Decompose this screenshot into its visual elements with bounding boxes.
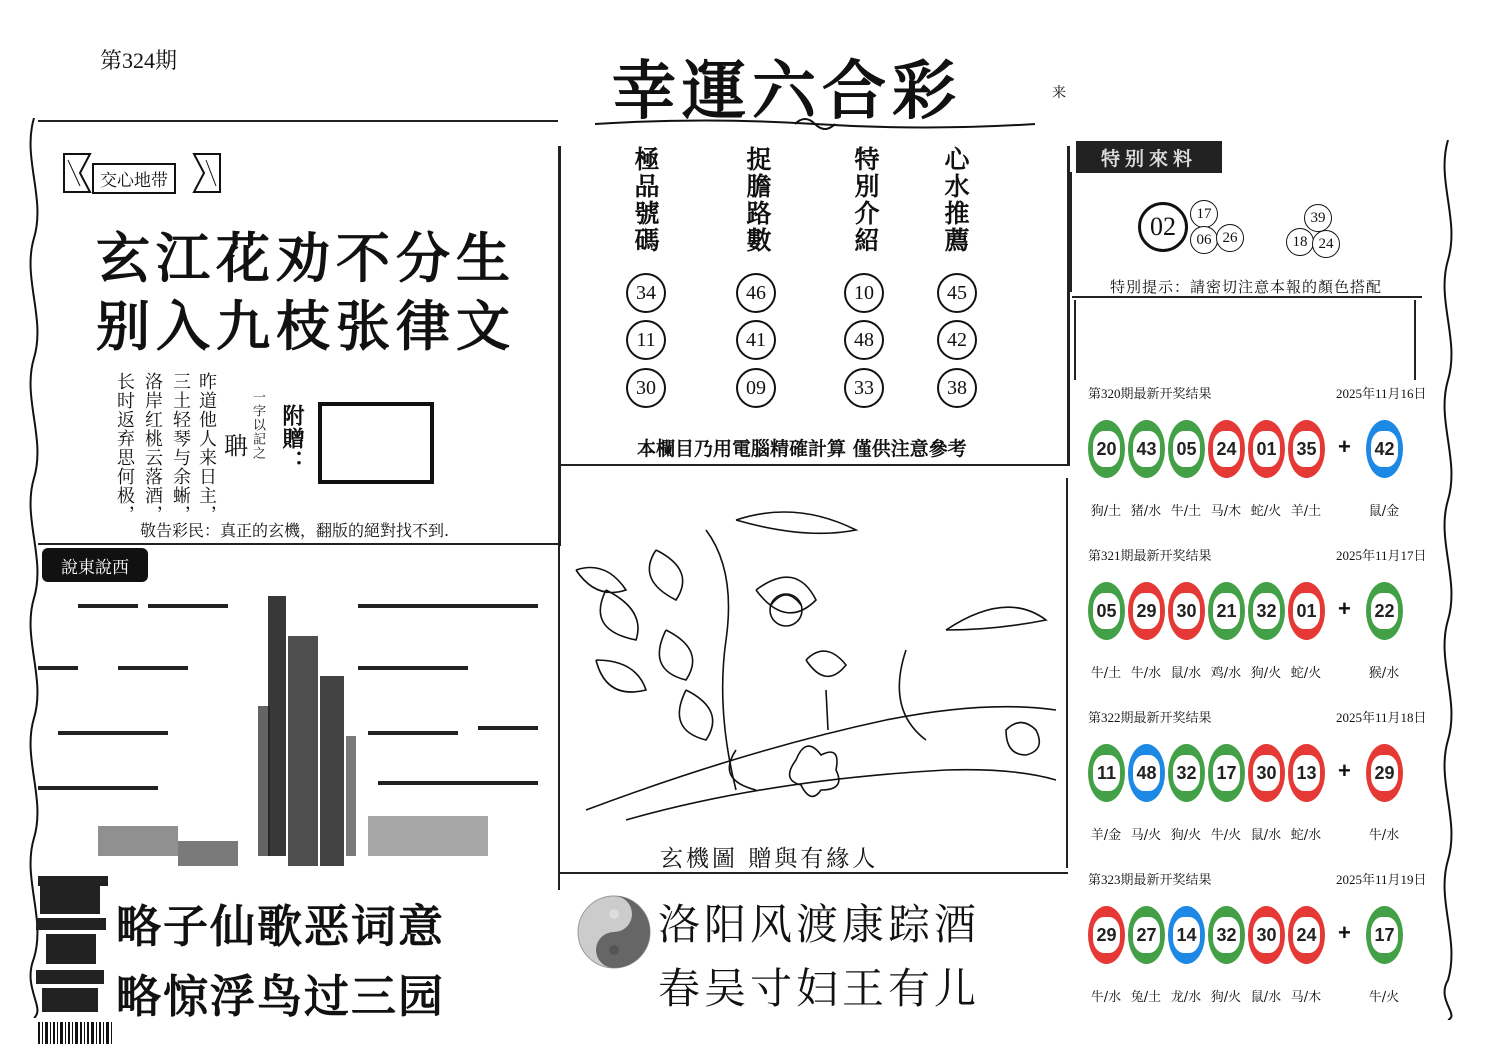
scanned-text-noise [38,586,550,886]
ball-number: 05 [1093,593,1120,629]
ball-number: 01 [1293,593,1320,629]
special-number: 06 [1190,226,1218,254]
number-circle: 10 [844,273,884,313]
number-circle: 30 [626,368,666,408]
one-char-note: 一字以記之 [250,390,265,460]
lottery-ball-red [1248,906,1285,964]
result-title: 第320期最新开奖结果 [1088,386,1212,401]
lottery-ball-red [1088,906,1125,964]
zodiac-label: 马/木 [1290,990,1322,1005]
ball-number: 13 [1293,755,1320,791]
number-circle: 45 [937,273,977,313]
zodiac-label: 鼠/水 [1170,666,1202,681]
lottery-ball-green [1208,744,1245,802]
yin-yang-icon [574,892,654,972]
results-frame-top [1072,296,1422,298]
ball-number: 14 [1173,917,1200,953]
lottery-ball-green [1088,582,1125,640]
zodiac-label: 狗/土 [1090,504,1122,519]
zodiac-label: 牛/火 [1368,990,1400,1005]
zodiac-label: 鼠/水 [1250,828,1282,843]
divider-left-horizontal [38,543,560,545]
picture-frame-right [1066,478,1068,868]
ball-number: 35 [1293,431,1320,467]
lottery-ball-blue [1128,744,1165,802]
zodiac-label: 马/火 [1130,828,1162,843]
ball-number: 01 [1253,431,1280,467]
lottery-ball-red [1366,744,1403,802]
col-header-recommend: 心水推薦 [941,146,970,254]
zodiac-label: 牛/水 [1090,990,1122,1005]
issue-number: 第324期 [100,48,178,73]
lottery-ball-green [1248,582,1285,640]
masthead-ornament [595,117,1035,131]
lottery-ball-green [1208,906,1245,964]
barcode [38,1022,148,1050]
lottery-ball-blue [1366,420,1403,478]
talk-zone-tag: 說東說西 [42,548,148,582]
zodiac-label: 马/木 [1210,504,1242,519]
lottery-ball-red [1248,420,1285,478]
special-number: 39 [1304,204,1332,232]
ball-number: 29 [1133,593,1160,629]
heart-poem-line1: 玄江花劝不分生 [96,226,516,290]
ball-number: 24 [1293,917,1320,953]
plus-sign: + [1338,758,1351,783]
special-number: 17 [1190,200,1218,228]
verse-col-3: 洛岸红桃云落酒， [142,372,163,524]
calc-note: 本欄目乃用電腦精確計算 僅供注意參考 [637,438,967,460]
lottery-ball-blue [1168,906,1205,964]
zodiac-label: 狗/火 [1250,666,1282,681]
col-header-elite: 極品號碼 [631,146,660,254]
number-circle: 41 [736,320,776,360]
ball-number: 42 [1371,431,1398,467]
lottery-ball-green [1366,582,1403,640]
number-circle: 09 [736,368,776,408]
lottery-ball-green [1366,906,1403,964]
lottery-ball-green [1128,420,1165,478]
bottom-poem-line2: 春吴寸妇王有儿 [658,964,981,1013]
plus-sign: + [1338,920,1351,945]
talk-poem-line2: 略惊浮鸟过三园 [116,970,446,1023]
number-circle: 33 [844,368,884,408]
ball-number: 32 [1173,755,1200,791]
ball-number: 24 [1213,431,1240,467]
masthead-title: 幸運六合彩 [612,54,962,129]
ball-number: 22 [1371,593,1398,629]
notice-text: 敬告彩民：真正的玄機，翻版的絕對找不到. [140,521,450,540]
talk-poem-line1: 略子仙歌恶词意 [116,900,446,953]
zodiac-label: 鸡/水 [1210,666,1242,681]
ball-number: 30 [1173,593,1200,629]
number-circle: 34 [626,273,666,313]
zodiac-label: 羊/土 [1290,504,1322,519]
result-date: 2025年11月19日 [1336,872,1427,887]
bottom-poem-line1: 洛阳风渡康踪酒 [658,900,981,949]
masthead-tag: 来 [1052,85,1066,101]
lottery-ball-green [1168,744,1205,802]
ball-number: 17 [1213,755,1240,791]
results-frame-left [1074,300,1076,380]
plus-sign: + [1338,596,1351,621]
gift-label: 附贈： [279,404,305,473]
results-frame-right [1414,300,1416,380]
divider-mid-horizontal [560,464,1070,466]
result-title: 第323期最新开奖结果 [1088,872,1212,887]
number-circle: 38 [937,368,977,408]
special-main-number: 02 [1138,202,1188,252]
verse-col-2: 三土轻琴与余蜥， [170,372,191,524]
heart-poem-line2: 别入九枝张律文 [96,294,516,358]
divider-left-mid-lower [558,470,560,890]
col-header-special: 特別介紹 [851,146,880,254]
gift-box [318,402,434,484]
result-date: 2025年11月17日 [1336,548,1427,563]
zodiac-label: 鼠/金 [1368,504,1400,519]
zodiac-label: 兔/土 [1130,990,1162,1005]
ball-number: 32 [1213,917,1240,953]
zodiac-label: 蛇/火 [1290,666,1322,681]
plus-sign: + [1338,434,1351,459]
zodiac-label: 牛/土 [1170,504,1202,519]
flower-illustration [566,490,1062,830]
verse-col-4: 长时返弃思何极， [114,372,135,524]
lottery-ball-red [1248,744,1285,802]
zodiac-label: 猪/水 [1130,504,1162,519]
result-title: 第322期最新开奖结果 [1088,710,1212,725]
result-date: 2025年11月18日 [1336,710,1427,725]
ball-number: 27 [1133,917,1160,953]
zodiac-label: 龙/水 [1170,990,1202,1005]
zodiac-label: 鼠/水 [1250,990,1282,1005]
zodiac-label: 狗/火 [1210,990,1242,1005]
zodiac-label: 猴/水 [1368,666,1400,681]
number-circle: 46 [736,273,776,313]
ball-number: 29 [1093,917,1120,953]
col-header-gall: 捉膽路數 [743,146,772,254]
zodiac-label: 羊/金 [1090,828,1122,843]
one-char: 聃 [224,432,248,460]
number-circle: 11 [626,320,666,360]
ball-number: 21 [1213,593,1240,629]
lottery-ball-red [1168,582,1205,640]
zodiac-label: 牛/水 [1130,666,1162,681]
lottery-ball-red [1288,744,1325,802]
special-number: 26 [1216,224,1244,252]
ball-number: 43 [1133,431,1160,467]
lottery-ball-green [1168,420,1205,478]
zodiac-label: 蛇/水 [1290,828,1322,843]
zodiac-label: 牛/火 [1210,828,1242,843]
top-rule-left [38,120,558,122]
lottery-ball-red [1288,420,1325,478]
zodiac-label: 狗/火 [1170,828,1202,843]
result-date: 2025年11月16日 [1336,386,1427,401]
lottery-ball-red [1208,420,1245,478]
lottery-ball-green [1088,420,1125,478]
ball-number: 29 [1371,755,1398,791]
special-tip: 特別提示：請密切注意本報的顏色搭配 [1110,278,1383,296]
special-frame-left [1070,172,1072,292]
lottery-ball-green [1208,582,1245,640]
scanned-noise-left [36,884,112,1014]
result-title: 第321期最新开奖结果 [1088,548,1212,563]
ball-number: 30 [1253,917,1280,953]
zodiac-label: 牛/水 [1368,828,1400,843]
number-circle: 48 [844,320,884,360]
lottery-ball-red [1288,582,1325,640]
number-circle: 42 [937,320,977,360]
ball-number: 17 [1371,917,1398,953]
ball-number: 48 [1133,755,1160,791]
lottery-ball-green [1128,906,1165,964]
zodiac-label: 牛/土 [1090,666,1122,681]
lottery-ball-red [1128,582,1165,640]
special-number: 18 [1286,228,1314,256]
lottery-ball-red [1288,906,1325,964]
heart-zone-tag: 交心地带 [92,163,176,194]
special-number: 24 [1312,230,1340,258]
ball-number: 30 [1253,755,1280,791]
ball-number: 32 [1253,593,1280,629]
lottery-ball-green [1088,744,1125,802]
zodiac-label: 蛇/火 [1250,504,1282,519]
ball-number: 05 [1173,431,1200,467]
picture-caption: 玄機圖 贈與有緣人 [660,846,879,872]
verse-col-1: 昨道他人来日主， [196,372,217,524]
ball-number: 11 [1093,755,1120,791]
ball-number: 20 [1093,431,1120,467]
special-tag: 特别來料 [1076,141,1222,173]
right-vine-border [1436,140,1460,1020]
